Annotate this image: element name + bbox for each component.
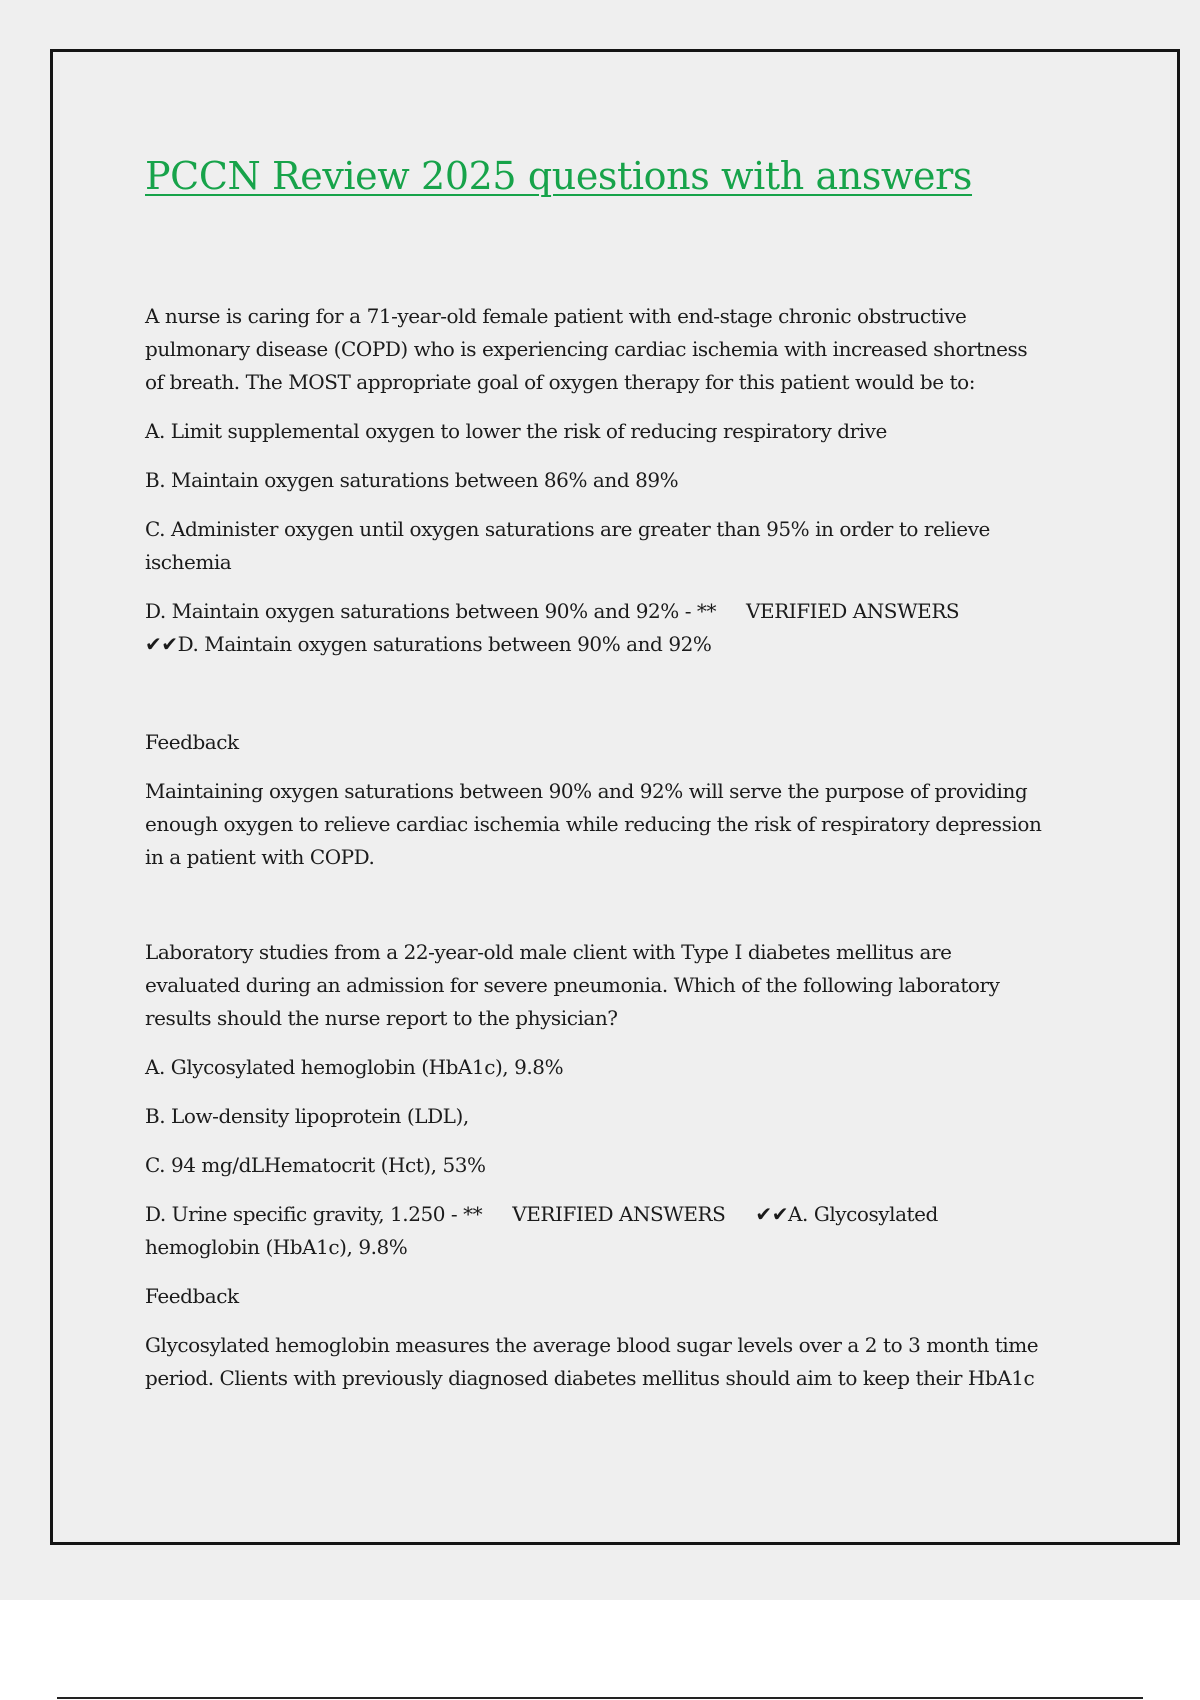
question-2-stem-line-3: results should the nurse report to the physician?: [145, 1006, 618, 1030]
question-1-option-c-line-1: C. Administer oxygen until oxygen saturations are greater than 95% in order to relieve: [145, 517, 990, 541]
question-1-option-d: D. Maintain oxygen saturations between 90% and 92% - **: [145, 599, 717, 623]
question-2-option-c: C. 94 mg/dLHematocrit (Hct), 53%: [145, 1153, 486, 1177]
footer-divider: [57, 1697, 1143, 1699]
question-2-option-d-row: [145, 1198, 1085, 1231]
question-1-option-c-line-2: ischemia: [145, 550, 232, 574]
question-2-feedback-line-2: period. Clients with previously diagnosed diabetes mellitus should aim to keep their HbA1c: [145, 1366, 1035, 1390]
question-2-answer-start: ✔✔A. Glycosylated: [755, 1202, 938, 1226]
question-2-feedback-heading: Feedback: [145, 1284, 239, 1308]
question-1-feedback-heading: Feedback: [145, 730, 239, 754]
question-1-feedback-line-2: enough oxygen to relieve cardiac ischemia while reducing the risk of respiratory depression: [145, 812, 1042, 836]
question-2-stem-line-1: Laboratory studies from a 22-year-old male client with Type I diabetes mellitus are: [145, 940, 952, 964]
question-1-stem-line-1: A nurse is caring for a 71-year-old female patient with end-stage chronic obstructive: [145, 304, 967, 328]
question-2-stem-line-2: evaluated during an admission for severe pneumonia. Which of the following laboratory: [145, 973, 1000, 997]
question-1-verified-label: VERIFIED ANSWERS: [746, 599, 960, 623]
question-1-stem-line-3: of breath. The MOST appropriate goal of oxygen therapy for this patient would be to:: [145, 370, 975, 394]
question-2-option-b: B. Low-density lipoprotein (LDL),: [145, 1104, 469, 1128]
question-1-option-d-row: [145, 595, 1085, 628]
question-1-answer: ✔✔D. Maintain oxygen saturations between 90% and 92%: [145, 632, 712, 656]
question-2-option-d: D. Urine specific gravity, 1.250 - **: [145, 1202, 483, 1226]
question-1-feedback-line-1: Maintaining oxygen saturations between 90% and 92% will serve the purpose of providing: [145, 779, 1028, 803]
question-2-feedback-line-1: Glycosylated hemoglobin measures the average blood sugar levels over a 2 to 3 month time: [145, 1333, 1039, 1357]
question-2-answer-end: hemoglobin (HbA1c), 9.8%: [145, 1235, 408, 1259]
question-2-option-a: A. Glycosylated hemoglobin (HbA1c), 9.8%: [145, 1055, 564, 1079]
question-1-option-b: B. Maintain oxygen saturations between 86% and 89%: [145, 468, 679, 492]
question-2-verified-label: VERIFIED ANSWERS: [512, 1202, 726, 1226]
document-title: PCCN Review 2025 questions with answers: [145, 154, 973, 198]
question-1-feedback-line-3: in a patient with COPD.: [145, 845, 375, 869]
question-1-option-a: A. Limit supplemental oxygen to lower the risk of reducing respiratory drive: [145, 419, 887, 443]
question-1-stem-line-2: pulmonary disease (COPD) who is experiencing cardiac ischemia with increased shortness: [145, 337, 1028, 361]
